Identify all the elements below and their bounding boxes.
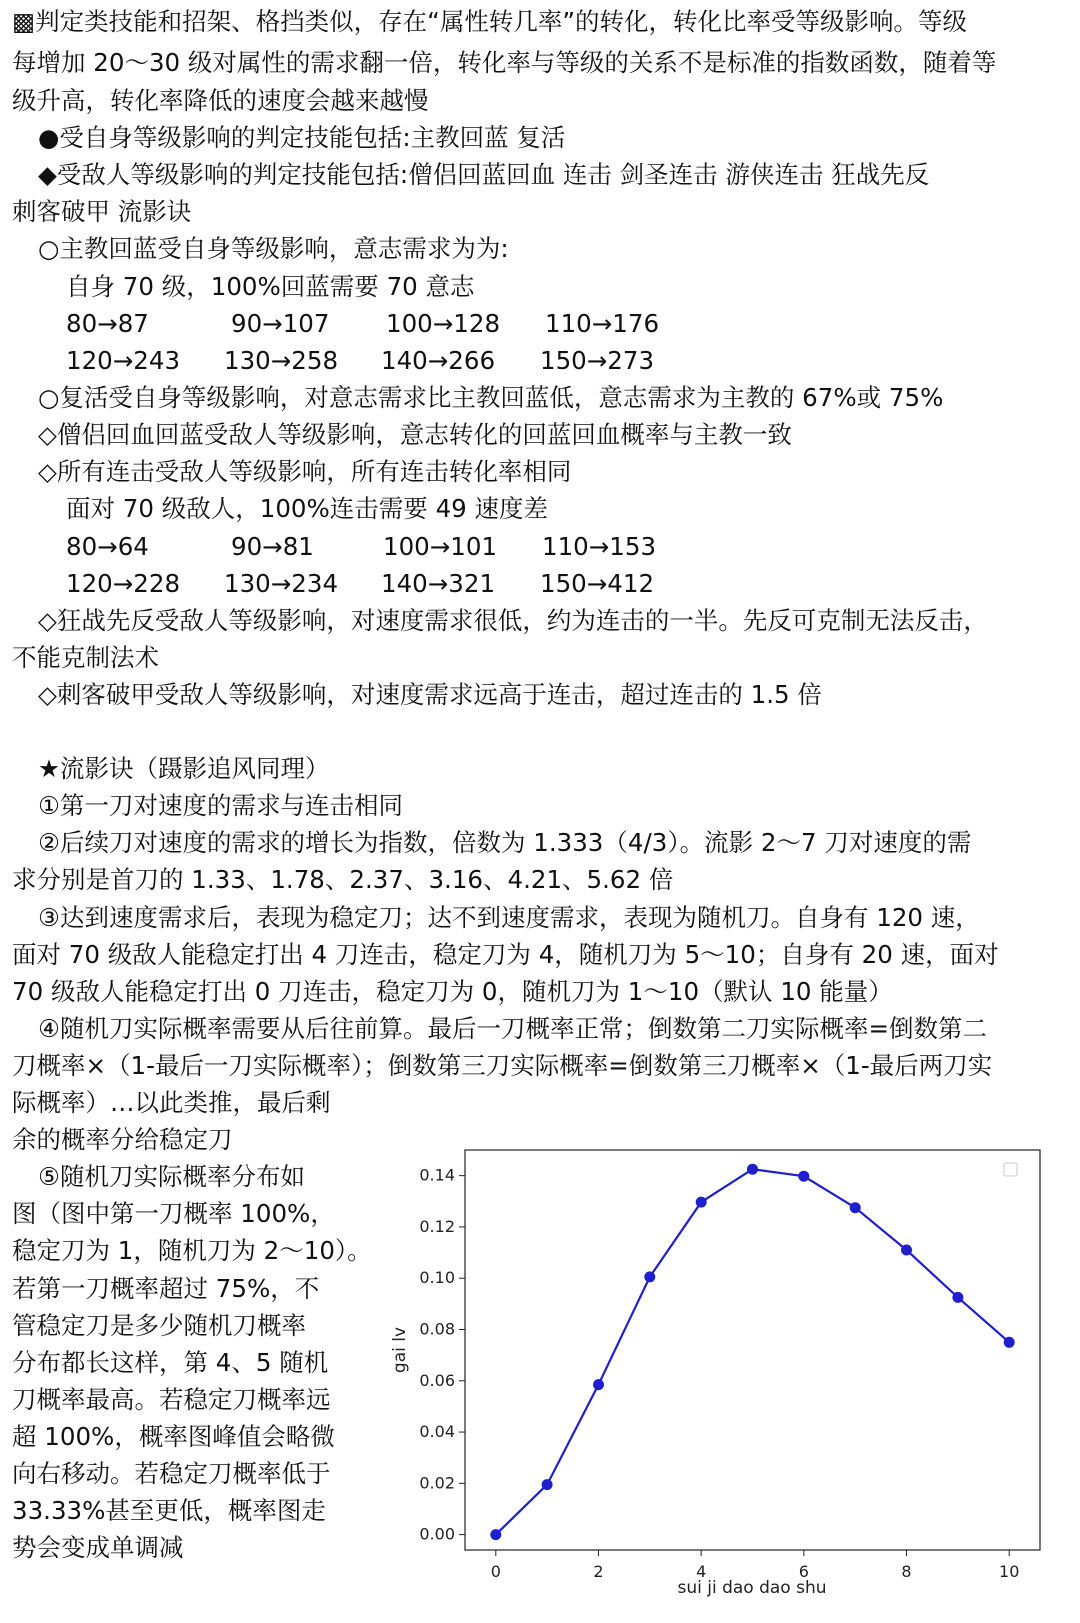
text-line: ◇刺客破甲受敌人等级影响，对速度需求远高于连击，超过连击的 1.5 倍: [38, 680, 822, 709]
text-line: 级升高，转化率降低的速度会越来越慢: [12, 86, 429, 115]
data-point: [644, 1271, 655, 1282]
text-line: 每增加 20～30 级对属性的需求翻一倍，转化率与等级的关系不是标准的指数函数，随着等: [12, 48, 997, 77]
y-tick-label: 0.10: [419, 1268, 455, 1288]
text-line: ◇狂战先反受敌人等级影响，对速度需求很低，约为连击的一半。先反可克制无法反击，: [38, 606, 988, 635]
table-row: [66, 565, 766, 603]
table-cell: 120→243: [66, 346, 181, 375]
text-line: 分布都长这样，第 4、5 随机: [12, 1348, 329, 1377]
table-cell: 120→228: [66, 569, 181, 598]
text-line: 余的概率分给稳定刀: [12, 1125, 233, 1154]
text-line: 管稳定刀是多少随机刀概率: [12, 1311, 306, 1340]
data-point: [542, 1479, 553, 1490]
text-line: 刀概率最高。若稳定刀概率远: [12, 1385, 331, 1414]
x-tick-label: 0: [490, 1562, 501, 1581]
y-tick-label: 0.02: [419, 1473, 455, 1493]
text-line: 自身 70 级，100%回蓝需要 70 意志: [66, 272, 475, 301]
table-cell: 110→176: [545, 309, 660, 338]
table-cell: 130→234: [224, 569, 339, 598]
x-tick-label: 2: [593, 1562, 604, 1581]
table-cell: 140→266: [381, 346, 496, 375]
text-line: 超 100%，概率图峰值会略微: [12, 1422, 335, 1451]
data-point: [952, 1292, 963, 1303]
text-line: ③达到速度需求后，表现为稳定刀；达不到速度需求，表现为随机刀。自身有 120 速，: [38, 903, 980, 932]
data-point: [696, 1197, 707, 1208]
x-tick-label: 10: [999, 1562, 1020, 1581]
data-point: [593, 1379, 604, 1390]
text-line: 面对 70 级敌人，100%连击需要 49 速度差: [66, 494, 549, 523]
text-line: ⑤随机刀实际概率分布如: [38, 1162, 305, 1191]
text-line: 70 级敌人能稳定打出 0 刀连击，稳定刀为 0，随机刀为 1～10（默认 10 能量）: [12, 977, 893, 1006]
text-line: 求分别是首刀的 1.33、1.78、2.37、3.16、4.21、5.62 倍: [12, 865, 674, 894]
text-line: 刺客破甲 流影诀: [12, 197, 192, 226]
text-line: ◇僧侣回血回蓝受敌人等级影响，意志转化的回蓝回血概率与主教一致: [38, 420, 792, 449]
table-cell: 130→258: [224, 346, 339, 375]
data-point: [798, 1171, 809, 1182]
table-cell: 90→107: [231, 309, 330, 338]
text-line: ◆受敌人等级影响的判定技能包括:僧侣回蓝回血 连击 剑圣连击 游侠连击 狂战先反: [38, 160, 930, 189]
table-row: [66, 342, 766, 380]
text-line: 际概率）…以此类推，最后剩: [12, 1088, 331, 1117]
text-line: 面对 70 级敌人能稳定打出 4 刀连击，稳定刀为 4，随机刀为 5～10；自身有 20 速，面对: [12, 940, 999, 969]
table-cell: 100→128: [386, 309, 501, 338]
plot-frame: [465, 1150, 1040, 1550]
x-axis-label: sui ji dao dao shu: [677, 1578, 827, 1598]
section-heading: ★流影诀（蹑影追风同理）: [38, 754, 330, 783]
table-row: [66, 528, 766, 566]
table-cell: 140→321: [381, 569, 496, 598]
table-cell: 90→81: [231, 532, 314, 561]
text-line: 33.33%甚至更低，概率图走: [12, 1496, 326, 1525]
table-cell: 150→412: [540, 569, 655, 598]
x-tick-label: 4: [696, 1562, 707, 1581]
table-cell: 80→87: [66, 309, 149, 338]
text-line: ○复活受自身等级影响，对意志需求比主教回蓝低，意志需求为主教的 67%或 75%: [38, 383, 944, 412]
text-line: ▩判定类技能和招架、格挡类似，存在“属性转几率”的转化，转化比率受等级影响。等级: [12, 7, 968, 36]
y-tick-label: 0.08: [419, 1319, 455, 1339]
table-cell: 110→153: [542, 532, 657, 561]
text-line: 势会变成单调减: [12, 1533, 184, 1562]
data-point: [747, 1164, 758, 1175]
text-line: 稳定刀为 1，随机刀为 2～10）。: [12, 1236, 372, 1265]
data-point: [490, 1529, 501, 1540]
text-line: ●受自身等级影响的判定技能包括:主教回蓝 复活: [38, 123, 566, 152]
table-cell: 150→273: [540, 346, 655, 375]
data-point: [901, 1245, 912, 1256]
y-axis-label: gai lv: [390, 1326, 410, 1374]
text-line: 图（图中第一刀概率 100%，: [12, 1199, 335, 1228]
table-row: [66, 305, 766, 343]
table-cell: 100→101: [383, 532, 498, 561]
x-tick-label: 8: [901, 1562, 912, 1581]
data-point: [850, 1202, 861, 1213]
text-line: 刀概率×（1-最后一刀实际概率）；倒数第三刀实际概率=倒数第三刀概率×（1-最后两刀实: [12, 1051, 993, 1080]
x-tick-label: 6: [798, 1562, 809, 1581]
y-tick-label: 0.12: [419, 1216, 455, 1236]
text-line: ○主教回蓝受自身等级影响，意志需求为为:: [38, 234, 509, 263]
text-line: ①第一刀对速度的需求与连击相同: [38, 791, 403, 820]
legend-box: [1004, 1163, 1017, 1176]
text-line: 若第一刀概率超过 75%，不: [12, 1274, 320, 1303]
text-line: 不能克制法术: [12, 643, 159, 672]
y-tick-label: 0.06: [419, 1370, 455, 1390]
y-tick-label: 0.04: [419, 1422, 455, 1442]
table-cell: 80→64: [66, 532, 149, 561]
text-line: ◇所有连击受敌人等级影响，所有连击转化率相同: [38, 457, 572, 486]
data-point: [1004, 1337, 1015, 1348]
text-line: ②后续刀对速度的需求的增长为指数，倍数为 1.333（4/3）。流影 2～7 刀对速度的需: [38, 828, 972, 857]
y-tick-label: 0.00: [419, 1524, 455, 1544]
y-tick-label: 0.14: [419, 1165, 455, 1185]
text-line: ④随机刀实际概率需要从后往前算。最后一刀概率正常；倒数第二刀实际概率=倒数第二: [38, 1014, 987, 1043]
probability-line-chart: [385, 1140, 1065, 1610]
text-line: 向右移动。若稳定刀概率低于: [12, 1459, 331, 1488]
